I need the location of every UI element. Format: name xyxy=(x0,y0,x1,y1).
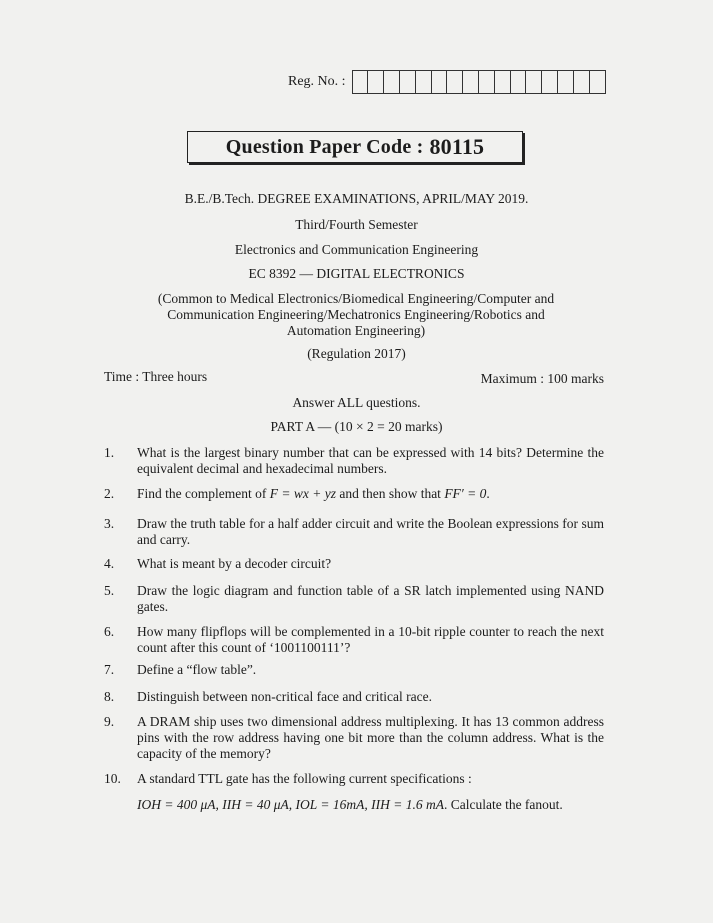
question-number: 5. xyxy=(104,583,115,598)
formula: IOH = 400 μA, IIH = 40 μA, IOL = 16mA, IIH = 1.6 mA xyxy=(137,797,444,812)
question-text: Distinguish between non-critical face and critical race. xyxy=(137,689,432,704)
question-number: 7. xyxy=(104,662,115,677)
reg-no-box xyxy=(590,71,606,93)
question-text: A DRAM ship uses two dimensional address multiplexing. It has 13 common address pins with the row address having one bit more than the column address. What is the capacity of the memory? xyxy=(137,714,604,761)
question-10 xyxy=(104,771,604,813)
reg-no-boxes xyxy=(352,70,607,94)
branch: Electronics and Communication Engineering xyxy=(234,242,479,257)
question-text: Draw the truth table for a half adder circuit and write the Boolean expressions for sum and carry. xyxy=(137,516,604,547)
reg-no-box xyxy=(463,71,479,93)
reg-no-box xyxy=(400,71,416,93)
regulation: (Regulation 2017) xyxy=(307,346,406,361)
common-to: (Common to Medical Electronics/Biomedical Engineering/Computer and Communication Engineering/Mechatronics Engineering/Robotics and Automation Engineering) xyxy=(157,291,555,338)
question-paper-code xyxy=(187,131,523,163)
question-2 xyxy=(104,486,604,502)
question-number: 3. xyxy=(104,516,115,531)
reg-no-box xyxy=(574,71,590,93)
reg-no-label: Reg. No. : xyxy=(288,74,346,89)
question-text: . xyxy=(486,486,490,501)
reg-no xyxy=(288,70,606,94)
formula: F = wx + yz xyxy=(269,486,336,501)
question-text: Draw the logic diagram and function table of a SR latch implemented using NAND gates. xyxy=(137,583,604,614)
reg-no-box xyxy=(368,71,384,93)
question-8 xyxy=(104,689,604,705)
reg-no-box xyxy=(542,71,558,93)
reg-no-box xyxy=(558,71,574,93)
question-text: and then show that xyxy=(335,486,445,501)
question-5 xyxy=(104,583,604,615)
question-number: 9. xyxy=(104,714,115,729)
question-7 xyxy=(104,662,604,678)
subject: EC 8392 — DIGITAL ELECTRONICS xyxy=(248,266,465,281)
question-1 xyxy=(104,445,604,477)
question-number: 8. xyxy=(104,689,115,704)
question-text: Find the complement of xyxy=(137,486,270,501)
exam-title: B.E./B.Tech. DEGREE EXAMINATIONS, APRIL/MAY 2019. xyxy=(184,191,529,206)
question-text: Define a “flow table”. xyxy=(137,662,257,677)
question-3 xyxy=(104,516,604,548)
reg-no-box xyxy=(526,71,542,93)
question-number: 1. xyxy=(104,445,115,460)
question-number: 2. xyxy=(104,486,115,501)
question-number: 4. xyxy=(104,556,115,571)
semester: Third/Fourth Semester xyxy=(295,217,418,232)
question-9 xyxy=(104,714,604,762)
reg-no-box xyxy=(384,71,400,93)
question-text: A standard TTL gate has the following current specifications : xyxy=(137,771,472,786)
max-marks: Maximum : 100 marks xyxy=(480,371,604,386)
reg-no-box xyxy=(495,71,511,93)
time: Time : Three hours xyxy=(104,369,208,384)
part-heading: PART A — (10 × 2 = 20 marks) xyxy=(270,419,443,434)
formula: FF′ = 0 xyxy=(444,486,487,501)
reg-no-box xyxy=(432,71,448,93)
question-text: What is meant by a decoder circuit? xyxy=(137,556,332,571)
instruction: Answer ALL questions. xyxy=(292,395,421,410)
code-label: Question Paper Code : xyxy=(225,135,424,158)
reg-no-box xyxy=(353,71,369,93)
reg-no-box xyxy=(479,71,495,93)
question-number: 6. xyxy=(104,624,115,639)
question-number: 10. xyxy=(104,771,121,786)
question-text: . Calculate the fanout. xyxy=(443,797,563,812)
question-4 xyxy=(104,556,604,572)
reg-no-box xyxy=(447,71,463,93)
question-text: How many flipflops will be complemented in a 10-bit ripple counter to reach the next count after this count of ‘1001100111’? xyxy=(137,624,604,655)
reg-no-box xyxy=(416,71,432,93)
question-6 xyxy=(104,624,604,656)
reg-no-box xyxy=(511,71,527,93)
question-text: What is the largest binary number that can be expressed with 14 bits? Determine the equivalent decimal and hexadecimal numbers. xyxy=(137,445,604,476)
code-number: 80115 xyxy=(429,134,485,159)
